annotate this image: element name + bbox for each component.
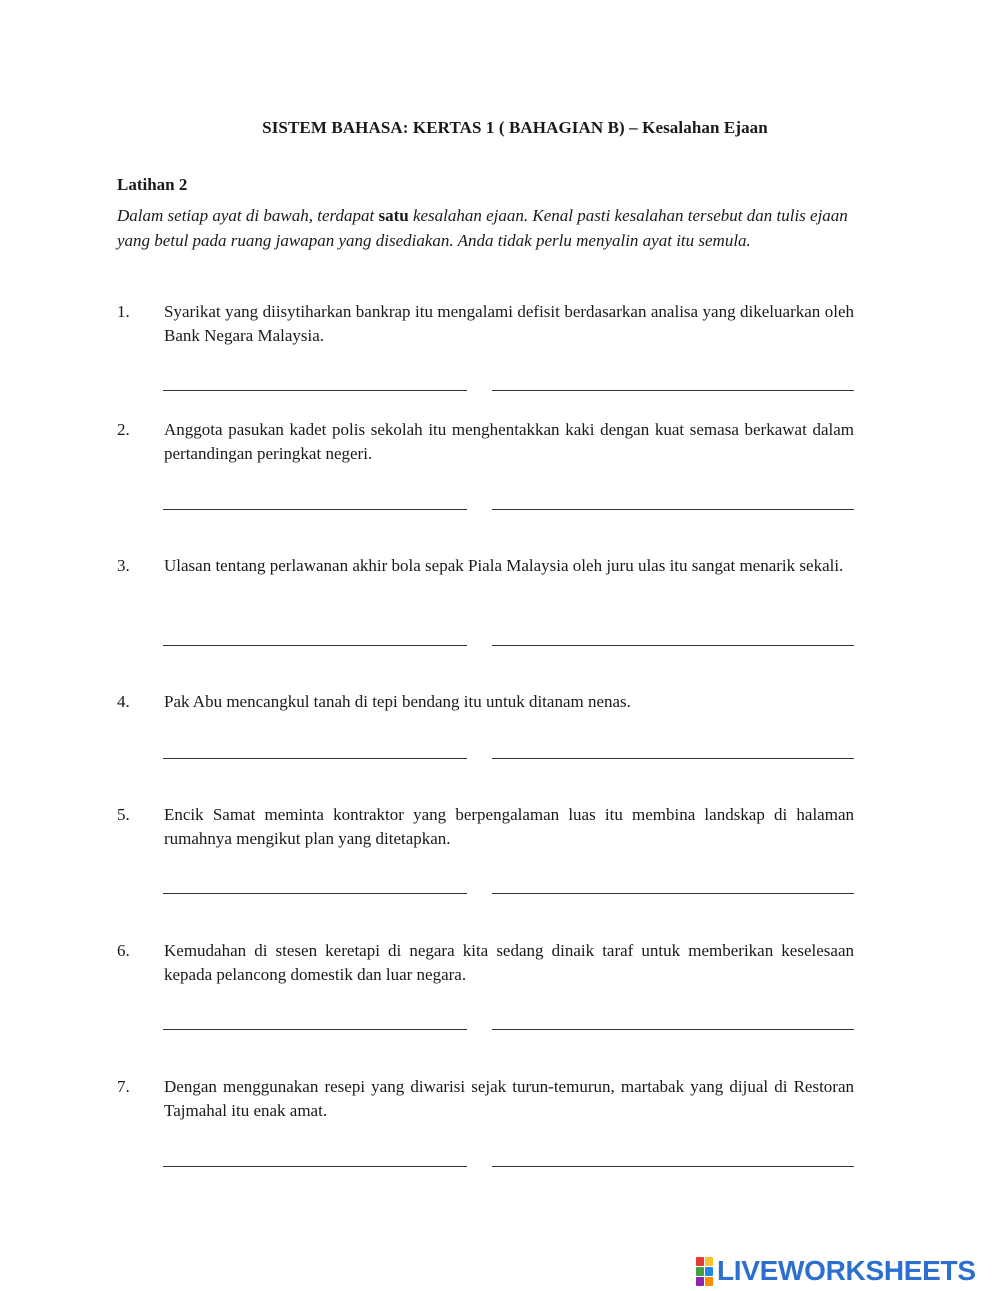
logo-block <box>696 1267 704 1276</box>
question-3 <box>117 554 854 578</box>
instructions-emphasis: satu <box>378 206 409 225</box>
answer-line-error-5[interactable] <box>163 893 467 894</box>
answer-line-correction-1[interactable] <box>492 390 854 391</box>
answer-line-correction-5[interactable] <box>492 893 854 894</box>
answer-line-error-1[interactable] <box>163 390 467 391</box>
logo-block <box>705 1257 713 1266</box>
question-text: Dengan menggunakan resepi yang diwarisi sejak turun-temurun, martabak yang dijual di Restoran Tajmahal itu enak amat. <box>164 1077 854 1120</box>
question-number: 7. <box>117 1077 130 1096</box>
answer-line-correction-7[interactable] <box>492 1166 854 1167</box>
question-2 <box>117 418 854 466</box>
answer-line-correction-3[interactable] <box>492 645 854 646</box>
question-text: Encik Samat meminta kontraktor yang berpengalaman luas itu membina landskap di halaman rumahnya mengikut plan yang ditetapkan. <box>164 805 854 848</box>
instructions <box>117 204 852 253</box>
logo-block <box>705 1267 713 1276</box>
answer-line-error-2[interactable] <box>163 509 467 510</box>
instructions-part1: Dalam setiap ayat di bawah, terdapat <box>117 206 379 225</box>
brand-name: LIVEWORKSHEETS <box>717 1255 976 1286</box>
question-number: 5. <box>117 805 130 824</box>
question-number: 4. <box>117 692 130 711</box>
instructions-part2: kesalahan ejaan. Kenal pasti kesalahan tersebut dan tulis ejaan yang betul pada ruang jawapan yang disediakan. Anda tidak perlu menyalin ayat itu semula. <box>117 206 848 250</box>
question-number: 2. <box>117 420 130 439</box>
question-4 <box>117 690 854 714</box>
question-text: Kemudahan di stesen keretapi di negara kita sedang dinaik taraf untuk memberikan keselesaan kepada pelancong domestik dan luar negara. <box>164 941 854 984</box>
question-text: Ulasan tentang perlawanan akhir bola sepak Piala Malaysia oleh juru ulas itu sangat menarik sekali. <box>164 556 844 575</box>
logo-block <box>705 1277 713 1286</box>
liveworksheets-brand <box>696 1256 976 1286</box>
page-title: SISTEM BAHASA: KERTAS 1 ( BAHAGIAN B) – Kesalahan Ejaan <box>262 118 768 137</box>
question-text: Pak Abu mencangkul tanah di tepi bendang itu untuk ditanam nenas. <box>164 692 631 711</box>
answer-line-correction-4[interactable] <box>492 758 854 759</box>
answer-line-correction-2[interactable] <box>492 509 854 510</box>
question-number: 6. <box>117 941 130 960</box>
question-text: Anggota pasukan kadet polis sekolah itu menghentakkan kaki dengan kuat semasa berkawat dalam pertandingan peringkat negeri. <box>164 420 854 463</box>
question-6 <box>117 939 854 987</box>
answer-line-error-3[interactable] <box>163 645 467 646</box>
logo-block <box>696 1277 704 1286</box>
answer-line-error-4[interactable] <box>163 758 467 759</box>
question-text: Syarikat yang diisytiharkan bankrap itu mengalami defisit berdasarkan analisa yang dikeluarkan oleh Bank Negara Malaysia. <box>164 302 854 345</box>
exercise-heading: Latihan 2 <box>117 175 188 194</box>
answer-line-error-7[interactable] <box>163 1166 467 1167</box>
answer-line-error-6[interactable] <box>163 1029 467 1030</box>
question-5 <box>117 803 854 851</box>
question-1 <box>117 300 854 348</box>
question-number: 1. <box>117 302 130 321</box>
answer-line-correction-6[interactable] <box>492 1029 854 1030</box>
question-7 <box>117 1075 854 1123</box>
liveworksheets-logo-icon <box>696 1257 713 1286</box>
question-number: 3. <box>117 556 130 575</box>
logo-block <box>696 1257 704 1266</box>
